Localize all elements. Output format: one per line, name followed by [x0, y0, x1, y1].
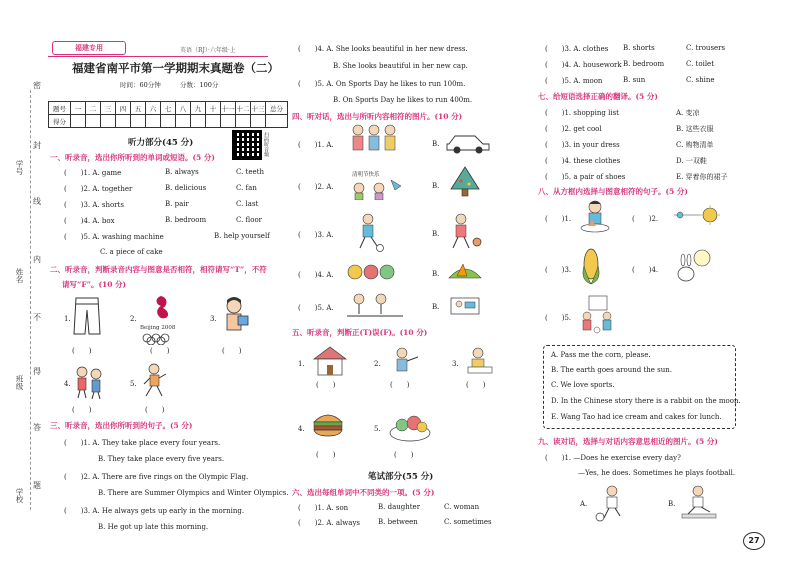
exam-score: 分数：100分	[180, 81, 219, 89]
q1-3: ( )3. A. shorts	[64, 201, 124, 209]
s6-q5: ( )5. A. moon	[545, 77, 603, 85]
score-table	[48, 101, 288, 128]
q1-5-b: B. help yourself	[214, 232, 270, 240]
s2-num: 5.	[130, 380, 137, 388]
s5-answer-blank[interactable]: ( )	[316, 451, 336, 459]
score-cell: 三	[101, 102, 116, 115]
section-4-title: 四、听对话，选出与所听内容相符的图片。(10 分)	[292, 112, 463, 121]
seal-char: 不	[33, 313, 41, 322]
s8-q3: ( )3.	[545, 266, 572, 274]
q1-3-b: B. pair	[165, 200, 189, 208]
s6-q5-b: B. sun	[623, 76, 646, 84]
score-cell: 题号	[49, 102, 71, 115]
s6-q4-b: B. bedroom	[623, 60, 665, 68]
s5-num: 1.	[298, 360, 305, 368]
s6-q1-b: B. daughter	[378, 503, 421, 511]
label-class: 班级	[15, 375, 24, 390]
s5-answer-blank[interactable]: ( )	[466, 381, 486, 389]
olympic-rings-picture	[141, 333, 181, 345]
s3-q3-b: B. He got up late this morning.	[98, 523, 209, 531]
score-cell: 四	[116, 102, 131, 115]
s6-q3-b: B. shorts	[623, 44, 655, 52]
section-6-title: 六、选出每组单词中不同类的一项。(5 分)	[292, 488, 435, 497]
s2-num: 4.	[64, 380, 71, 388]
s4-q4: ( )4. A.	[298, 271, 334, 279]
label-student-id: 学号	[15, 160, 24, 175]
score-cell: 得分	[49, 115, 71, 128]
s4-b-label: B.	[432, 303, 440, 311]
s9-q1: ( )1. —Does he exercise every day?	[545, 454, 681, 462]
score-cell: 七	[161, 102, 176, 115]
s2-answer-blank[interactable]: ( )	[72, 406, 92, 414]
s7-q2: ( )2. get cool	[545, 125, 602, 133]
score-table-header-row	[49, 102, 288, 115]
score-cell: 九	[191, 102, 206, 115]
s6-q3-c: C. trousers	[686, 44, 726, 52]
s3-q2-a: ( )2. A. There are five rings on the Olympic Flag.	[64, 473, 249, 481]
q1-1-c: C. teeth	[236, 168, 264, 176]
s6-q2-b: B. between	[378, 518, 418, 526]
score-input[interactable]	[251, 115, 266, 128]
s6-q1: ( )1. A. son	[298, 504, 349, 512]
score-input[interactable]	[236, 115, 251, 128]
car-picture	[445, 128, 491, 154]
section-1-title: 一、听录音，选出你所听到的单词或短语。(5 分)	[50, 153, 215, 162]
boy-basketball-picture	[445, 212, 485, 252]
section-9-title: 九、读对话，选择与对话内容意思相近的图片。(5 分)	[538, 437, 718, 446]
seal-char: 内	[33, 255, 41, 264]
s3-q5-a: ( )5. A. On Sports Day he likes to run 100m.	[298, 80, 466, 88]
s7-q4: ( )4. these clothes	[545, 157, 621, 165]
girl-reading-picture	[218, 296, 254, 336]
section-5-title: 五、听录音，判断正(T)误(F)。(10 分)	[292, 328, 428, 337]
score-cell: 总分	[266, 102, 288, 115]
s7-q1: ( )1. shopping list	[545, 109, 619, 117]
qr-caption: 扫码听音频	[263, 132, 269, 157]
q1-2-c: C. fan	[236, 184, 257, 192]
score-cell: 十	[206, 102, 221, 115]
s9-b-label: B.	[668, 500, 676, 508]
shorts-picture	[72, 296, 102, 336]
score-cell: 二	[86, 102, 101, 115]
s8-option-d: D. In the Chinese story there is a rabbit on the moon.	[551, 397, 741, 405]
subhead: 英语（RJ）·六年级·上	[180, 47, 236, 54]
score-input[interactable]	[146, 115, 161, 128]
s2-answer-blank[interactable]: ( )	[150, 347, 170, 355]
seal-char: 线	[33, 197, 41, 206]
score-cell: 一	[71, 102, 86, 115]
q1-1-b: B. always	[165, 168, 199, 176]
s7-opt-e: E. 穿着你的裙子	[676, 173, 728, 181]
s5-answer-blank[interactable]: ( )	[316, 381, 336, 389]
score-input[interactable]	[71, 115, 86, 128]
s7-opt-c: C. 购物清单	[676, 141, 714, 149]
score-input[interactable]	[161, 115, 176, 128]
seal-char: 题	[33, 481, 41, 490]
s8-option-a: A. Pass me the corn, please.	[551, 351, 651, 359]
s3-q1-b: B. They take place every five years.	[98, 455, 225, 463]
burger-picture	[310, 408, 346, 440]
label-name: 姓名	[15, 268, 24, 283]
s6-q4: ( )4. A. housework	[545, 61, 622, 69]
s6-q3: ( )3. A. clothes	[545, 45, 609, 53]
boy-football-picture	[592, 484, 632, 522]
score-input[interactable]	[221, 115, 236, 128]
exam-time: 时间：60分钟	[120, 81, 161, 89]
section-7-title: 七、给短语选择正确的翻译。(5 分)	[538, 92, 658, 101]
s6-q2: ( )2. A. always	[298, 519, 360, 527]
s9-a-label: A.	[580, 500, 588, 508]
s8-q4: ( )4.	[632, 266, 659, 274]
sun-earth-picture	[672, 204, 732, 226]
house-picture	[310, 345, 350, 377]
s2-answer-blank[interactable]: ( )	[222, 347, 242, 355]
q1-5-c: C. a piece of cake	[100, 248, 163, 256]
s5-num: 4.	[298, 425, 305, 433]
s7-opt-a: A. 变凉	[676, 109, 700, 117]
boy-eating-picture	[578, 198, 612, 234]
section-8-title: 八、从方框内选择与图意相符的句子。(5 分)	[538, 187, 688, 196]
s2-answer-blank[interactable]: ( )	[145, 406, 165, 414]
s7-opt-b: B. 这些衣服	[676, 125, 714, 133]
s8-q1: ( )1.	[545, 215, 572, 223]
score-input[interactable]	[101, 115, 116, 128]
section-2-title: 二、听录音，判断录音内容与图意是否相符，相符请写“T”，不符	[50, 265, 267, 274]
q1-5: ( )5. A. washing machine	[64, 233, 164, 241]
boy-pointing-picture	[388, 345, 424, 377]
reading-room-picture	[445, 292, 485, 318]
qr-code[interactable]	[232, 130, 262, 160]
kids-group-picture	[348, 122, 408, 154]
q1-3-c: C. last	[236, 200, 259, 208]
q1-4-b: B. bedroom	[165, 216, 207, 224]
score-input[interactable]	[266, 115, 288, 128]
s4-b-label: B.	[432, 182, 440, 190]
s9-a1: —Yes, he does. Sometimes he plays football.	[578, 469, 736, 477]
s7-opt-d: D. 一双鞋	[676, 157, 707, 165]
writing-heading: 笔试部分(55 分)	[368, 472, 434, 482]
kids-sports-picture	[575, 294, 619, 336]
s3-q3-a: ( )3. A. He always gets up early in the morning.	[64, 507, 245, 515]
s2-answer-blank[interactable]: ( )	[72, 347, 92, 355]
s4-q1: ( )1. A.	[298, 141, 334, 149]
food-plate-picture	[388, 405, 432, 443]
s2-num: 2.	[130, 315, 137, 323]
s3-q4-a: ( )4. A. She looks beautiful in her new dress.	[298, 45, 468, 53]
score-table-score-row	[49, 115, 288, 128]
rabbit-moon-picture	[672, 248, 712, 284]
score-cell: 五	[131, 102, 146, 115]
score-input[interactable]	[191, 115, 206, 128]
score-cell: 十一	[221, 102, 236, 115]
s5-num: 5.	[374, 425, 381, 433]
section-3-title: 三、听录音，选出你所听到的句子。(5 分)	[50, 421, 193, 430]
score-cell: 十二	[236, 102, 251, 115]
s3-q1-a: ( )1. A. They take place every four years.	[64, 439, 221, 447]
seal-char: 密	[33, 81, 41, 90]
s7-q3: ( )3. in your dress	[545, 141, 620, 149]
s3-q2-b: B. There are Summer Olympics and Winter Olympics.	[98, 489, 289, 497]
boy-exercising-picture	[680, 484, 720, 522]
q1-1: ( )1. A. game	[64, 169, 122, 177]
s6-q4-c: C. toilet	[686, 60, 715, 68]
s5-num: 3.	[452, 360, 459, 368]
olympic-caption: Beijing 2008	[140, 325, 176, 331]
s4-q3: ( )3. A.	[298, 231, 334, 239]
seal-char: 封	[33, 141, 41, 150]
s6-q5-c: C. shine	[686, 76, 715, 84]
qingming-picture	[345, 176, 405, 200]
s8-option-c: C. We love sports.	[551, 381, 615, 389]
score-input[interactable]	[86, 115, 101, 128]
score-cell: 八	[176, 102, 191, 115]
boy-football-picture	[350, 212, 386, 252]
q1-2-b: B. delicious	[165, 184, 207, 192]
s8-option-b: B. The earth goes around the sun.	[551, 366, 672, 374]
s7-q5: ( )5. a pair of shoes	[545, 173, 626, 181]
score-input[interactable]	[131, 115, 146, 128]
s8-q2: ( )2.	[632, 215, 659, 223]
boy-running-picture	[140, 362, 170, 400]
q1-2: ( )2. A. together	[64, 185, 133, 193]
binding-line	[30, 90, 42, 510]
score-input[interactable]	[206, 115, 221, 128]
header-rule	[48, 56, 268, 57]
listening-heading: 听力部分(45 分)	[128, 138, 194, 148]
s5-num: 2.	[374, 360, 381, 368]
score-input[interactable]	[116, 115, 131, 128]
s2-num: 3.	[210, 315, 217, 323]
kids-dancing-picture	[345, 292, 405, 318]
seal-char: 答	[33, 423, 41, 432]
s4-b-label: B.	[432, 270, 440, 278]
s5-answer-blank[interactable]: ( )	[394, 451, 414, 459]
boy-reading-picture	[462, 345, 498, 377]
page-number: 27	[743, 532, 765, 550]
seal-char: 得	[33, 367, 41, 376]
region-tag: 福建专用	[52, 41, 126, 55]
s3-q4-b: B. She looks beautiful in her new cap.	[333, 62, 468, 70]
kids-playing-picture	[72, 364, 106, 400]
q1-4-c: C. floor	[236, 216, 263, 224]
christmas-tree-picture	[445, 165, 485, 199]
s4-b-label: B.	[432, 140, 440, 148]
corn-picture	[578, 246, 604, 286]
vegetables-picture	[445, 258, 485, 282]
s3-q5-b: B. On Sports Day he likes to run 400m.	[333, 96, 473, 104]
s8-q5: ( )5.	[545, 314, 572, 322]
s2-num: 1.	[64, 315, 71, 323]
s4-q2: ( )2. A.	[298, 183, 334, 191]
score-input[interactable]	[176, 115, 191, 128]
fruit-picture	[345, 258, 405, 282]
page-title: 福建省南平市第一学期期末真题卷（二）	[72, 61, 279, 75]
s8-option-e: E. Wang Tao had ice cream and cakes for lunch.	[551, 413, 722, 421]
qingming-banner: 清明节快乐	[352, 172, 380, 178]
s6-q2-c: C. sometimes	[444, 518, 492, 526]
section-2-title-cont: 请写“F”。(10 分)	[62, 280, 127, 289]
score-cell: 十三	[251, 102, 266, 115]
score-cell: 六	[146, 102, 161, 115]
q1-4: ( )4. A. box	[64, 217, 115, 225]
s4-q5: ( )5. A.	[298, 304, 334, 312]
s4-b-label: B.	[432, 230, 440, 238]
label-school: 学校	[15, 488, 24, 503]
s5-answer-blank[interactable]: ( )	[390, 381, 410, 389]
s6-q1-c: C. woman	[444, 503, 480, 511]
